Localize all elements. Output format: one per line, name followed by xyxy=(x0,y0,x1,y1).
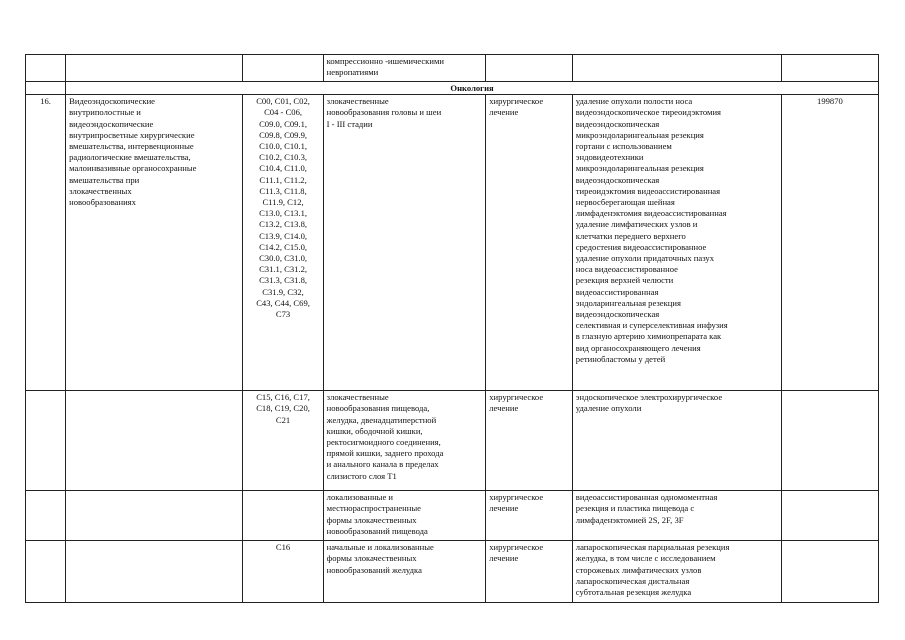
intervention-name xyxy=(66,95,243,391)
condition xyxy=(323,95,486,391)
code-line: C31.1, C31.2, xyxy=(259,264,308,275)
section-row xyxy=(26,82,879,95)
method-line: видеоассистированная одномоментная xyxy=(575,492,718,503)
condition-line: I - III стадии xyxy=(326,118,373,129)
treatment-methods xyxy=(572,541,781,603)
condition-line: злокачественные xyxy=(326,96,389,107)
method-line: лимфаденэктомией 2S, 2F, 3F xyxy=(575,514,684,525)
method-line: желудка, в том числе с исследованием xyxy=(575,553,716,564)
code-line: C09.8, C09.9, xyxy=(259,129,308,140)
cell-codes xyxy=(243,55,323,82)
treatment-line: хирургическое xyxy=(489,492,544,503)
name-line: видеоэндоскопические xyxy=(69,118,154,129)
condition-line: новообразования головы и шеи xyxy=(326,107,442,118)
condition-line: злокачественные xyxy=(326,392,389,403)
cell-name xyxy=(66,491,243,541)
condition-line: прямой кишки, заднего прохода xyxy=(326,448,444,459)
condition-line: новообразования пищевода, xyxy=(326,403,430,414)
method-line: удаление лимфатических узлов и xyxy=(575,219,698,230)
cell-number xyxy=(26,541,66,603)
code-line: C73 xyxy=(275,309,291,320)
condition-line: ректосигмоидного соединения, xyxy=(326,437,441,448)
condition-line: местнораспространенные xyxy=(326,503,421,514)
code-line: C16 xyxy=(275,542,291,553)
table-row-gi xyxy=(26,391,879,491)
method-line: видеоэндоскопическая xyxy=(575,174,660,185)
treatment-methods xyxy=(572,491,781,541)
cell-name xyxy=(66,391,243,491)
code-line: C43, C44, C69, xyxy=(256,297,310,308)
condition xyxy=(323,391,486,491)
name-line: внутрипросветные хирургические xyxy=(69,129,195,140)
treatment-methods xyxy=(572,95,781,391)
cell-cost xyxy=(781,541,878,603)
cell-codes xyxy=(243,491,323,541)
condition-line: желудка, двенадцатиперстной xyxy=(326,414,437,425)
name-line: вмешательства, интервенционные xyxy=(69,141,194,152)
table-row-stomach xyxy=(26,541,879,603)
condition-line: и анального канала в пределах xyxy=(326,459,439,470)
method-line: субтотальная резекция желудка xyxy=(575,587,692,598)
treatment-methods xyxy=(572,391,781,491)
code-line: C09.0, C09.1, xyxy=(259,118,308,129)
method-line: видеоэндоскопическая xyxy=(575,118,660,129)
treatment-line: лечение xyxy=(489,553,519,564)
cell-name xyxy=(66,55,243,82)
icd-codes xyxy=(243,541,323,603)
code-line: C31.9, C32, xyxy=(262,286,304,297)
treatment-line: лечение xyxy=(489,503,519,514)
name-line: радиологические вмешательства, xyxy=(69,152,191,163)
condition xyxy=(323,491,486,541)
condition-line: новообразований пищевода xyxy=(326,525,428,536)
condition-line: слизистого слоя T1 xyxy=(326,470,397,481)
cell-cost xyxy=(781,491,878,541)
code-line: C15, C16, C17, xyxy=(256,392,310,403)
method-line: ретинобластомы у детей xyxy=(575,353,666,364)
code-line: C13.0, C13.1, xyxy=(259,208,308,219)
method-line: сторожевых лимфатических узлов xyxy=(575,564,702,575)
table-row-16 xyxy=(26,95,879,391)
method-line: лапароскопическая парциальная резекция xyxy=(575,542,730,553)
method-line: удаление опухоли придаточных пазух xyxy=(575,253,714,264)
condition-line: формы злокачественных xyxy=(326,514,417,525)
icd-codes xyxy=(243,391,323,491)
treatment-line: хирургическое xyxy=(489,96,544,107)
method-line: гортани с использованием xyxy=(575,141,672,152)
method-line: эндоларингеальная резекция xyxy=(575,297,681,308)
name-line: внутриполостные и xyxy=(69,107,141,118)
method-line: видеоэндоскопическая xyxy=(575,309,660,320)
condition xyxy=(323,541,486,603)
cell-number xyxy=(26,55,66,82)
method-line: видеоассистированная xyxy=(575,286,659,297)
name-line: Видеоэндоскопические xyxy=(69,96,156,107)
treatment-type xyxy=(486,95,573,391)
condition-line: компрессионно -ишемическими xyxy=(326,56,444,66)
method-line: вид органосохраняющего лечения xyxy=(575,342,701,353)
cell-number xyxy=(26,391,66,491)
cell-cost xyxy=(781,391,878,491)
code-line: C18, C19, C20, xyxy=(256,403,310,414)
method-line: микроэндоларингеальная резекция xyxy=(575,129,704,140)
code-line: C11.1, C11.2, xyxy=(259,174,307,185)
method-line: удаление опухоли полости носа xyxy=(575,96,693,107)
care-table xyxy=(25,54,879,603)
condition-line: локализованные и xyxy=(326,492,394,503)
method-line: средостения видеоассистированное xyxy=(575,241,707,252)
condition-line: кишки, ободочной кишки, xyxy=(326,425,423,436)
section-title: Онкология xyxy=(66,82,879,95)
cell-methods xyxy=(572,55,781,82)
cell-treatment xyxy=(486,55,573,82)
code-line: C13.2, C13.8, xyxy=(259,219,308,230)
treatment-line: лечение xyxy=(489,403,519,414)
method-line: селективная и суперселективная инфузия xyxy=(575,320,728,331)
cell-number xyxy=(26,491,66,541)
code-line: C11.9, C12, xyxy=(262,197,304,208)
code-line: C10.0, C10.1, xyxy=(259,141,308,152)
code-line: C13.9, C14.0, xyxy=(259,230,308,241)
code-line: C31.3, C31.8, xyxy=(259,275,308,286)
name-line: вмешательства при xyxy=(69,174,140,185)
method-line: клетчатки переднего верхнего xyxy=(575,230,686,241)
code-line: C11.3, C11.8, xyxy=(259,185,307,196)
cell-condition xyxy=(323,55,486,82)
treatment-line: лечение xyxy=(489,107,519,118)
name-line: злокачественных xyxy=(69,185,132,196)
code-line: C04 - C06, xyxy=(264,107,303,118)
condition-line: невропатиями xyxy=(326,67,379,78)
code-line: C30.0, C31.0, xyxy=(259,253,308,264)
name-line: новообразованиях xyxy=(69,197,136,208)
condition-line: новообразований желудка xyxy=(326,564,422,575)
icd-codes xyxy=(243,95,323,391)
method-line: микроэндоларингеальная резекция xyxy=(575,163,704,174)
treatment-type xyxy=(486,491,573,541)
condition-line: формы злокачественных xyxy=(326,553,417,564)
method-line: резекция и пластика пищевода с xyxy=(575,503,695,514)
method-line: лимфаденэктомия видеоассистированная xyxy=(575,208,727,219)
method-line: носа видеоассистированное xyxy=(575,264,678,275)
method-line: нервосберегающая шейная xyxy=(575,197,675,208)
method-line: видеоэндоскопическое тиреоидэктомия xyxy=(575,107,721,118)
cost-value: 199870 xyxy=(781,95,878,391)
treatment-type xyxy=(486,541,573,603)
method-line: эндоскопическое электрохирургическое xyxy=(575,392,723,403)
treatment-line: хирургическое xyxy=(489,542,544,553)
table-row-esophagus xyxy=(26,491,879,541)
code-line: C21 xyxy=(275,414,291,425)
code-line: C14.2, C15.0, xyxy=(259,241,308,252)
method-line: резекция верхней челюсти xyxy=(575,275,674,286)
code-line: C00, C01, C02, xyxy=(256,96,310,107)
method-line: лапароскопическая дистальная xyxy=(575,575,690,586)
code-line: C10.4, C11.0, xyxy=(259,163,307,174)
cell-name xyxy=(66,541,243,603)
cell-cost xyxy=(781,55,878,82)
method-line: тиреоидэктомия видеоассистированная xyxy=(575,185,721,196)
code-line: C10.2, C10.3, xyxy=(259,152,308,163)
method-line: в глазную артерию химиопрепарата как xyxy=(575,331,722,342)
treatment-type xyxy=(486,391,573,491)
section-empty-cell xyxy=(26,82,66,95)
condition-line: начальные и локализованные xyxy=(326,542,434,553)
method-line: удаление опухоли xyxy=(575,403,642,414)
table-row-top xyxy=(26,55,879,82)
method-line: эндовидеотехники xyxy=(575,152,644,163)
row-number: 16. xyxy=(26,95,66,391)
treatment-line: хирургическое xyxy=(489,392,544,403)
name-line: малоинвазивные органосохранные xyxy=(69,163,197,174)
